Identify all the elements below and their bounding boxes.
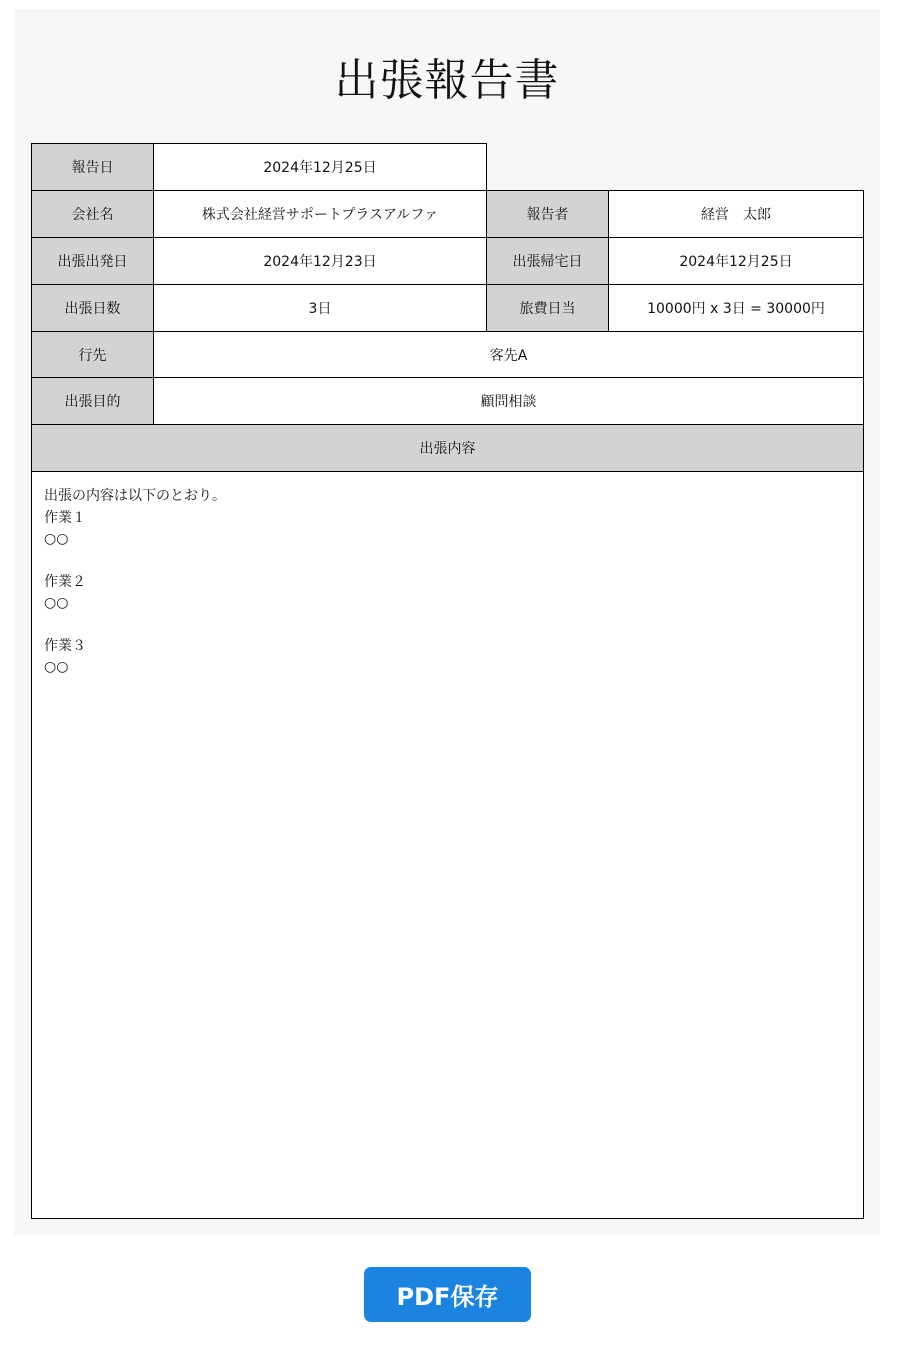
- return-date-label: 出張帰宅日: [486, 237, 609, 285]
- company-value: 株式会社経営サポートプラスアルファ: [153, 190, 487, 238]
- pdf-save-button[interactable]: PDF保存: [364, 1267, 531, 1322]
- purpose-label: 出張目的: [31, 377, 154, 425]
- content-line: 作業１: [44, 509, 86, 526]
- content-line: ○○: [44, 531, 69, 547]
- return-date-value: 2024年12月25日: [608, 237, 864, 285]
- reporter-label: 報告者: [486, 190, 609, 238]
- reporter-value: 経営 太郎: [608, 190, 864, 238]
- destination-label: 行先: [31, 331, 154, 379]
- trip-days-label: 出張日数: [31, 284, 154, 332]
- content-header: 出張内容: [31, 424, 864, 472]
- content-body: [31, 471, 864, 1219]
- departure-date-value: 2024年12月23日: [153, 237, 487, 285]
- company-label: 会社名: [31, 190, 154, 238]
- page-title: 出張報告書: [334, 55, 560, 106]
- content-blank-line: [44, 551, 851, 572]
- content-blank-line: [44, 615, 851, 636]
- daily-allowance-label: 旅費日当: [486, 284, 609, 332]
- report-date-value: 2024年12月25日: [153, 143, 487, 191]
- trip-days-value: 3日: [153, 284, 487, 332]
- report-date-label: 報告日: [31, 143, 154, 191]
- content-line: 作業３: [44, 637, 86, 654]
- content-line: ○○: [44, 659, 69, 675]
- destination-value: 客先A: [153, 331, 864, 379]
- departure-date-label: 出張出発日: [31, 237, 154, 285]
- report-sheet: [14, 9, 880, 1235]
- content-line: 作業２: [44, 573, 86, 590]
- purpose-value: 顧問相談: [153, 377, 864, 425]
- daily-allowance-value: 10000円 x 3日 = 30000円: [608, 284, 864, 332]
- content-line: ○○: [44, 595, 69, 611]
- content-line: 出張の内容は以下のとおり。: [44, 488, 226, 504]
